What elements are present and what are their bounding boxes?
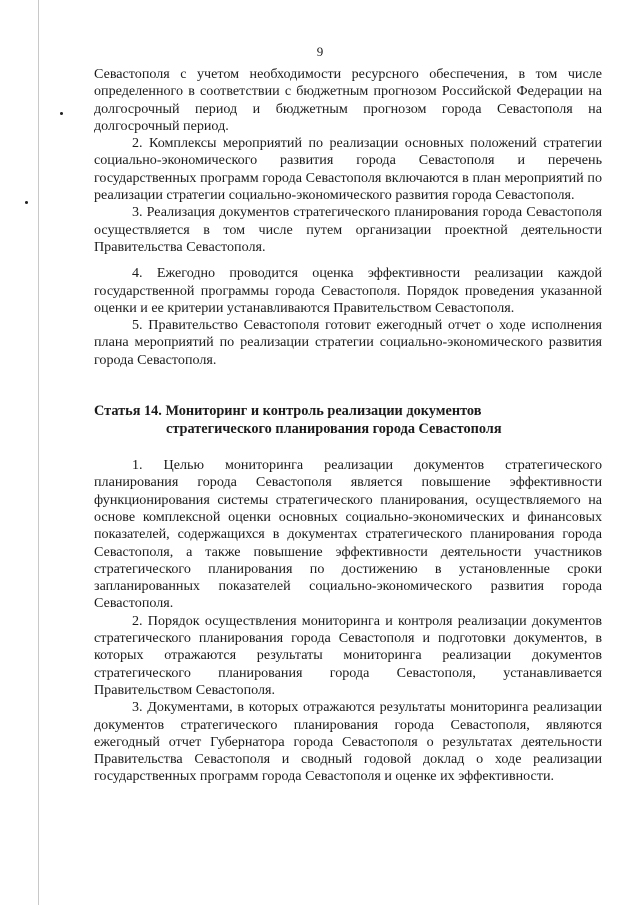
margin-mark: [25, 201, 28, 204]
paragraph: 3. Реализация документов стратегического планирования города Севастополя осуществляется в том числе путем организации проектной деятельности Правительства Севастополя.: [94, 204, 602, 255]
page-number: 9: [316, 44, 324, 59]
paragraph: Севастополя с учетом необходимости ресурсного обеспечения, в том числе определенного в соответствии с бюджетным прогнозом Российской Федерации на долгосрочный период и бюджетным прогнозом города Севастополя на долгосрочный период.: [94, 66, 602, 134]
margin-mark: [60, 112, 63, 115]
paragraph: 1. Целью мониторинга реализации документов стратегического планирования города Севастополя является повышение эффективности функционирования системы стратегического планирования, осуществляемого на основе комплексной оценки основных социально-экономических и финансовых показателей, содержащихся в документах стратегического планирования города Севастополя, а также повышение эффективности деятельности участников стратегического планирования по достижению в установленные сроки запланированных показателей социально-экономического развития города Севастополя.: [94, 457, 602, 612]
article-title-line2: стратегического планирования города Севастополя: [166, 421, 502, 438]
paragraph: 5. Правительство Севастополя готовит ежегодный отчет о ходе исполнения плана мероприятий по реализации стратегии социально-экономического развития города Севастополя.: [94, 317, 602, 368]
article-title-line1: Статья 14. Мониторинг и контроль реализации документов: [94, 403, 482, 420]
paragraph: 2. Комплексы мероприятий по реализации основных положений стратегии социально-экономического развития города Севастополя и перечень государственных программ города Севастополя включаются в план мероприятий по реализации стратегии социально-экономического развития города Севастополя.: [94, 135, 602, 204]
article-heading: [94, 402, 602, 438]
paragraph: 3. Документами, в которых отражаются результаты мониторинга реализации документов стратегического планирования города Севастополя, являются ежегодный отчет Губернатора города Севастополя о результатах деятельности Правительства Севастополя и сводный годовой доклад о ходе реализации государственных программ города Севастополя и оценке их эффективности.: [94, 699, 602, 785]
document-body: [94, 66, 602, 786]
paragraph: 4. Ежегодно проводится оценка эффективности реализации каждой государственной программы города Севастополя. Порядок проведения указанной оценки и ее критерии устанавливаются Правительством Севастополя.: [94, 265, 602, 316]
page-left-edge: [38, 0, 39, 905]
paragraph: 2. Порядок осуществления мониторинга и контроля реализации документов стратегического планирования города Севастополя и подготовки документов, в которых отражаются результаты мониторинга реализации документов стратегического планирования города Севастополя, устанавливается Правительством Севастополя.: [94, 612, 602, 698]
